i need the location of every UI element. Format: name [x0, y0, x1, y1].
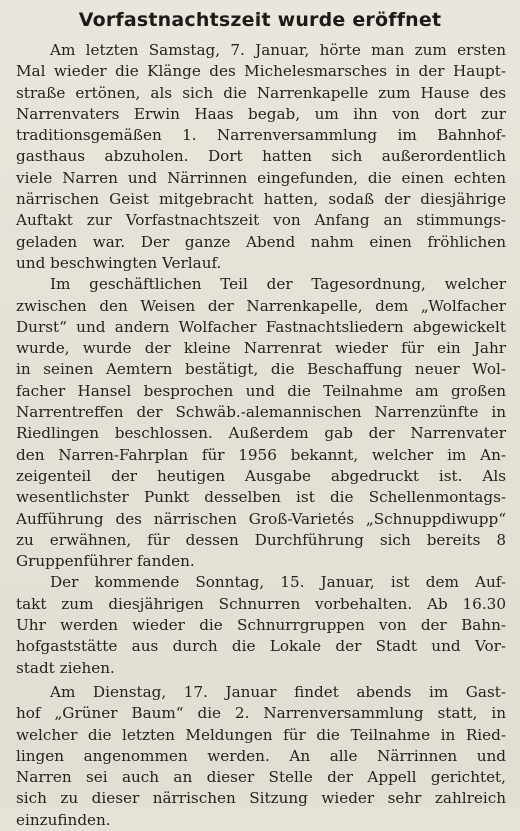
text-line: zeigenteil der heutigen Ausgabe abgedruckt ist. Als	[16, 466, 506, 485]
text-line: welcher die letzten Meldungen für die Teilnahme in Ried-	[16, 725, 506, 744]
article-headline: Vorfastnachtszeit wurde eröffnet	[78, 9, 442, 31]
text-line: zu erwähnen, für dessen Durchführung sich bereits 8	[16, 530, 506, 549]
text-line: Aufführung des närrischen Groß-Varietés „Schnuppdiwupp“	[16, 509, 506, 528]
text-line: traditionsgemäßen 1. Narrenversammlung im Bahnhof-	[16, 126, 506, 145]
text-line: zwischen den Weisen der Narrenkapelle, dem „Wolfacher	[16, 296, 506, 315]
text-line: Gruppenführer fanden.	[16, 552, 195, 571]
paragraph-1	[16, 40, 506, 274]
text-line: Im geschäftlichen Teil der Tagesordnung, welcher	[50, 275, 506, 294]
text-line: hof „Grüner Baum“ die 2. Narrenversammlung statt, in	[16, 704, 506, 723]
text-line: Durst“ und andern Wolfacher Fastnachtsliedern abgewickelt	[16, 317, 506, 336]
text-line: wurde, wurde der kleine Narrenrat wieder für ein Jahr	[16, 339, 506, 358]
text-line: geladen war. Der ganze Abend nahm einen fröhlichen	[16, 232, 506, 251]
text-line: viele Narren und Närrinnen eingefunden, die einen echten	[16, 168, 506, 187]
text-line: Riedlingen beschlossen. Außerdem gab der Narrenvater	[16, 424, 506, 443]
text-line: Narren sei auch an dieser Stelle der Appell gerichtet,	[16, 768, 506, 787]
text-line: stadt ziehen.	[16, 658, 115, 677]
paragraph-3	[16, 572, 506, 678]
text-line: wesentlichster Punkt desselben ist die Schellenmontags-	[16, 488, 506, 507]
text-line: takt zum diesjährigen Schnurren vorbehalten. Ab 16.30	[16, 594, 506, 613]
text-line: Narrenvaters Erwin Haas begab, um ihn von dort zur	[16, 104, 506, 123]
text-line: Auftakt zur Vorfastnachtszeit von Anfang an stimmungs-	[16, 211, 506, 230]
text-line: und beschwingten Verlauf.	[16, 253, 222, 272]
text-line: Am Dienstag, 17. Januar findet abends im Gast-	[50, 682, 506, 701]
text-line: gasthaus abzuholen. Dort hatten sich außerordentlich	[16, 147, 506, 166]
text-line: hofgaststätte aus durch die Lokale der Stadt und Vor-	[16, 637, 506, 656]
text-line: Uhr werden wieder die Schnurrgruppen von der Bahn-	[16, 616, 506, 635]
text-line: lingen angenommen werden. An alle Närrinnen und	[16, 746, 506, 765]
text-line: Mal wieder die Klänge des Michelesmarsches in der Haupt-	[16, 62, 506, 81]
text-line: Am letzten Samstag, 7. Januar, hörte man zum ersten	[50, 41, 506, 59]
text-line: sich zu dieser närrischen Sitzung wieder sehr zahlreich	[16, 789, 506, 808]
text-line: Der kommende Sonntag, 15. Januar, ist dem Auf-	[50, 573, 506, 592]
text-line: in seinen Aemtern bestätigt, die Beschaffung neuer Wol-	[16, 360, 506, 379]
text-line: straße ertönen, als sich die Narrenkapelle zum Hause des	[16, 83, 506, 102]
text-line: Narrentreffen der Schwäb.-alemannischen Narrenzünfte in	[16, 403, 506, 422]
text-line: den Narren-Fahrplan für 1956 bekannt, welcher im An-	[16, 445, 506, 464]
paragraph-4	[16, 682, 506, 831]
text-line: einzufinden.	[16, 810, 111, 829]
article-body	[16, 40, 506, 831]
paragraph-2	[16, 274, 506, 572]
text-line: facher Hansel besprochen und die Teilnahme am großen	[16, 381, 506, 400]
text-line: närrischen Geist mitgebracht hatten, sodaß der diesjährige	[16, 190, 506, 209]
